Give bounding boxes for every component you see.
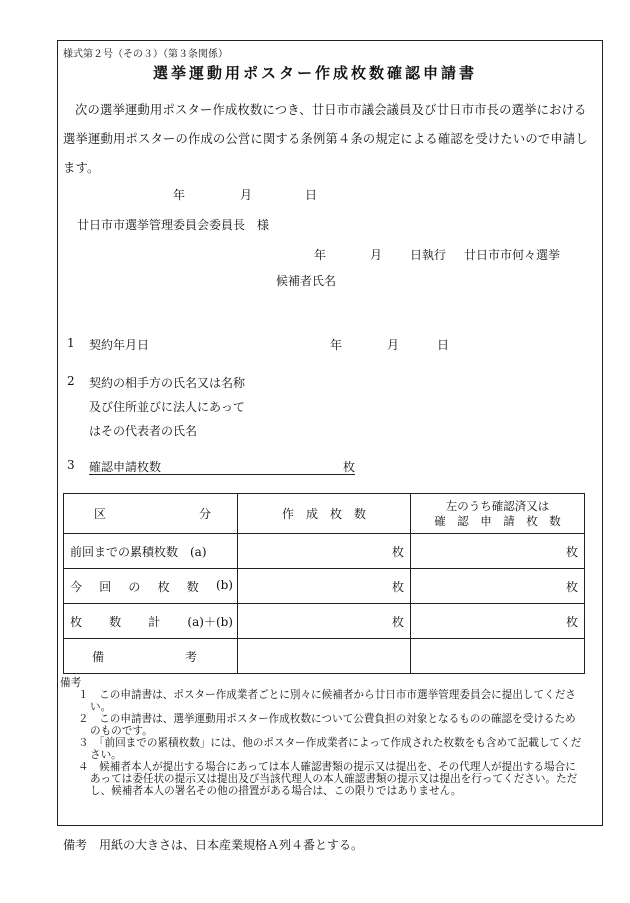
item2-line3: はその代表者の氏名 xyxy=(89,424,198,438)
note-2: ２ この申請書は、選挙運動用ポスター作成枚数について公費負担の対象となるものの確認を受けるためのものです。 xyxy=(78,713,576,737)
form-title: 選挙運動用ポスター作成枚数確認申請書 xyxy=(152,64,477,82)
footer-note: 備考 用紙の大きさは、日本産業規格Ａ列４番とする。 xyxy=(63,838,364,852)
row-previous-produced: 枚 xyxy=(238,534,411,569)
row-current-confirmed: 枚 xyxy=(411,569,585,604)
intro-paragraph: 次の選挙運動用ポスター作成枚数につき、廿日市市議会議員及び廿日市市長の選挙における選挙運動用ポスターの作成の公営に関する条例第４条の規定による確認を受けたいので申請します。 xyxy=(63,103,588,175)
row-remarks-label: 備 考 xyxy=(64,639,238,674)
note-4: ４ 候補者本人が提出する場合にあっては本人確認書類の提示又は提出を、その代理人が提出する場合にあっては委任状の提示又は提出及び当該代理人の本人確認書類の提示又は提出を行ってください。ただし、候補者本人の署名その他の措置がある場合は、この限りではありません。 xyxy=(78,761,578,797)
date-month: 月 xyxy=(240,188,253,202)
row-total-label: 枚 数 計 (a)＋(b) xyxy=(64,604,238,639)
item3-underline xyxy=(89,458,355,475)
item3-unit: 枚 xyxy=(342,460,355,474)
election-day: 日執行 xyxy=(410,248,447,262)
row-previous-label: 前回までの累積枚数 (a) xyxy=(64,534,238,569)
row-current-label: 今 回 の 枚 数 (b) xyxy=(64,569,238,604)
date-day: 日 xyxy=(305,188,318,202)
election-name: 廿日市市何々選挙 xyxy=(464,248,561,262)
addressee: 廿日市市選挙管理委員会委員長 様 xyxy=(77,218,270,232)
item3-label: 確認申請枚数 xyxy=(89,460,162,474)
item1-year: 年 xyxy=(330,338,343,352)
candidate-name-label: 候補者氏名 xyxy=(276,274,337,288)
row-total-confirmed: 枚 xyxy=(411,604,585,639)
item1-day: 日 xyxy=(437,338,450,352)
row-remarks-value xyxy=(238,639,411,674)
item1-month: 月 xyxy=(387,338,400,352)
item1-label: 契約年月日 xyxy=(89,338,150,352)
row-total-produced: 枚 xyxy=(238,604,411,639)
note-1: １ この申請書は、ポスター作成業者ごとに別々に候補者から廿日市市選挙管理委員会に提出してください。 xyxy=(78,689,576,713)
item2-line2: 及び住所並びに法人にあって xyxy=(89,400,245,414)
note-3: ３ 「前回までの累積枚数」には、他のポスター作成業者によって作成された枚数をも含めて記載してください。 xyxy=(78,737,582,761)
row-previous-confirmed: 枚 xyxy=(411,534,585,569)
item3-number: 3 xyxy=(67,458,75,472)
header-category: 区 分 xyxy=(64,494,238,534)
header-confirmed-count: 左のうち確認済又は 確 認 申 請 枚 数 xyxy=(411,494,585,534)
form-number: 様式第２号（その３）（第３条関係） xyxy=(63,49,228,60)
notes xyxy=(60,677,584,797)
row-remarks-extra xyxy=(411,639,585,674)
notes-heading: 備考 xyxy=(60,677,82,689)
row-current-produced: 枚 xyxy=(238,569,411,604)
item2-line1: 契約の相手方の氏名又は名称 xyxy=(89,376,246,390)
count-table xyxy=(63,493,585,674)
item1-number: 1 xyxy=(67,336,75,350)
election-year: 年 xyxy=(314,248,327,262)
election-month: 月 xyxy=(370,248,383,262)
date-year: 年 xyxy=(173,188,186,202)
header-produced-count: 作 成 枚 数 xyxy=(238,494,411,534)
item2-number: 2 xyxy=(67,374,75,388)
